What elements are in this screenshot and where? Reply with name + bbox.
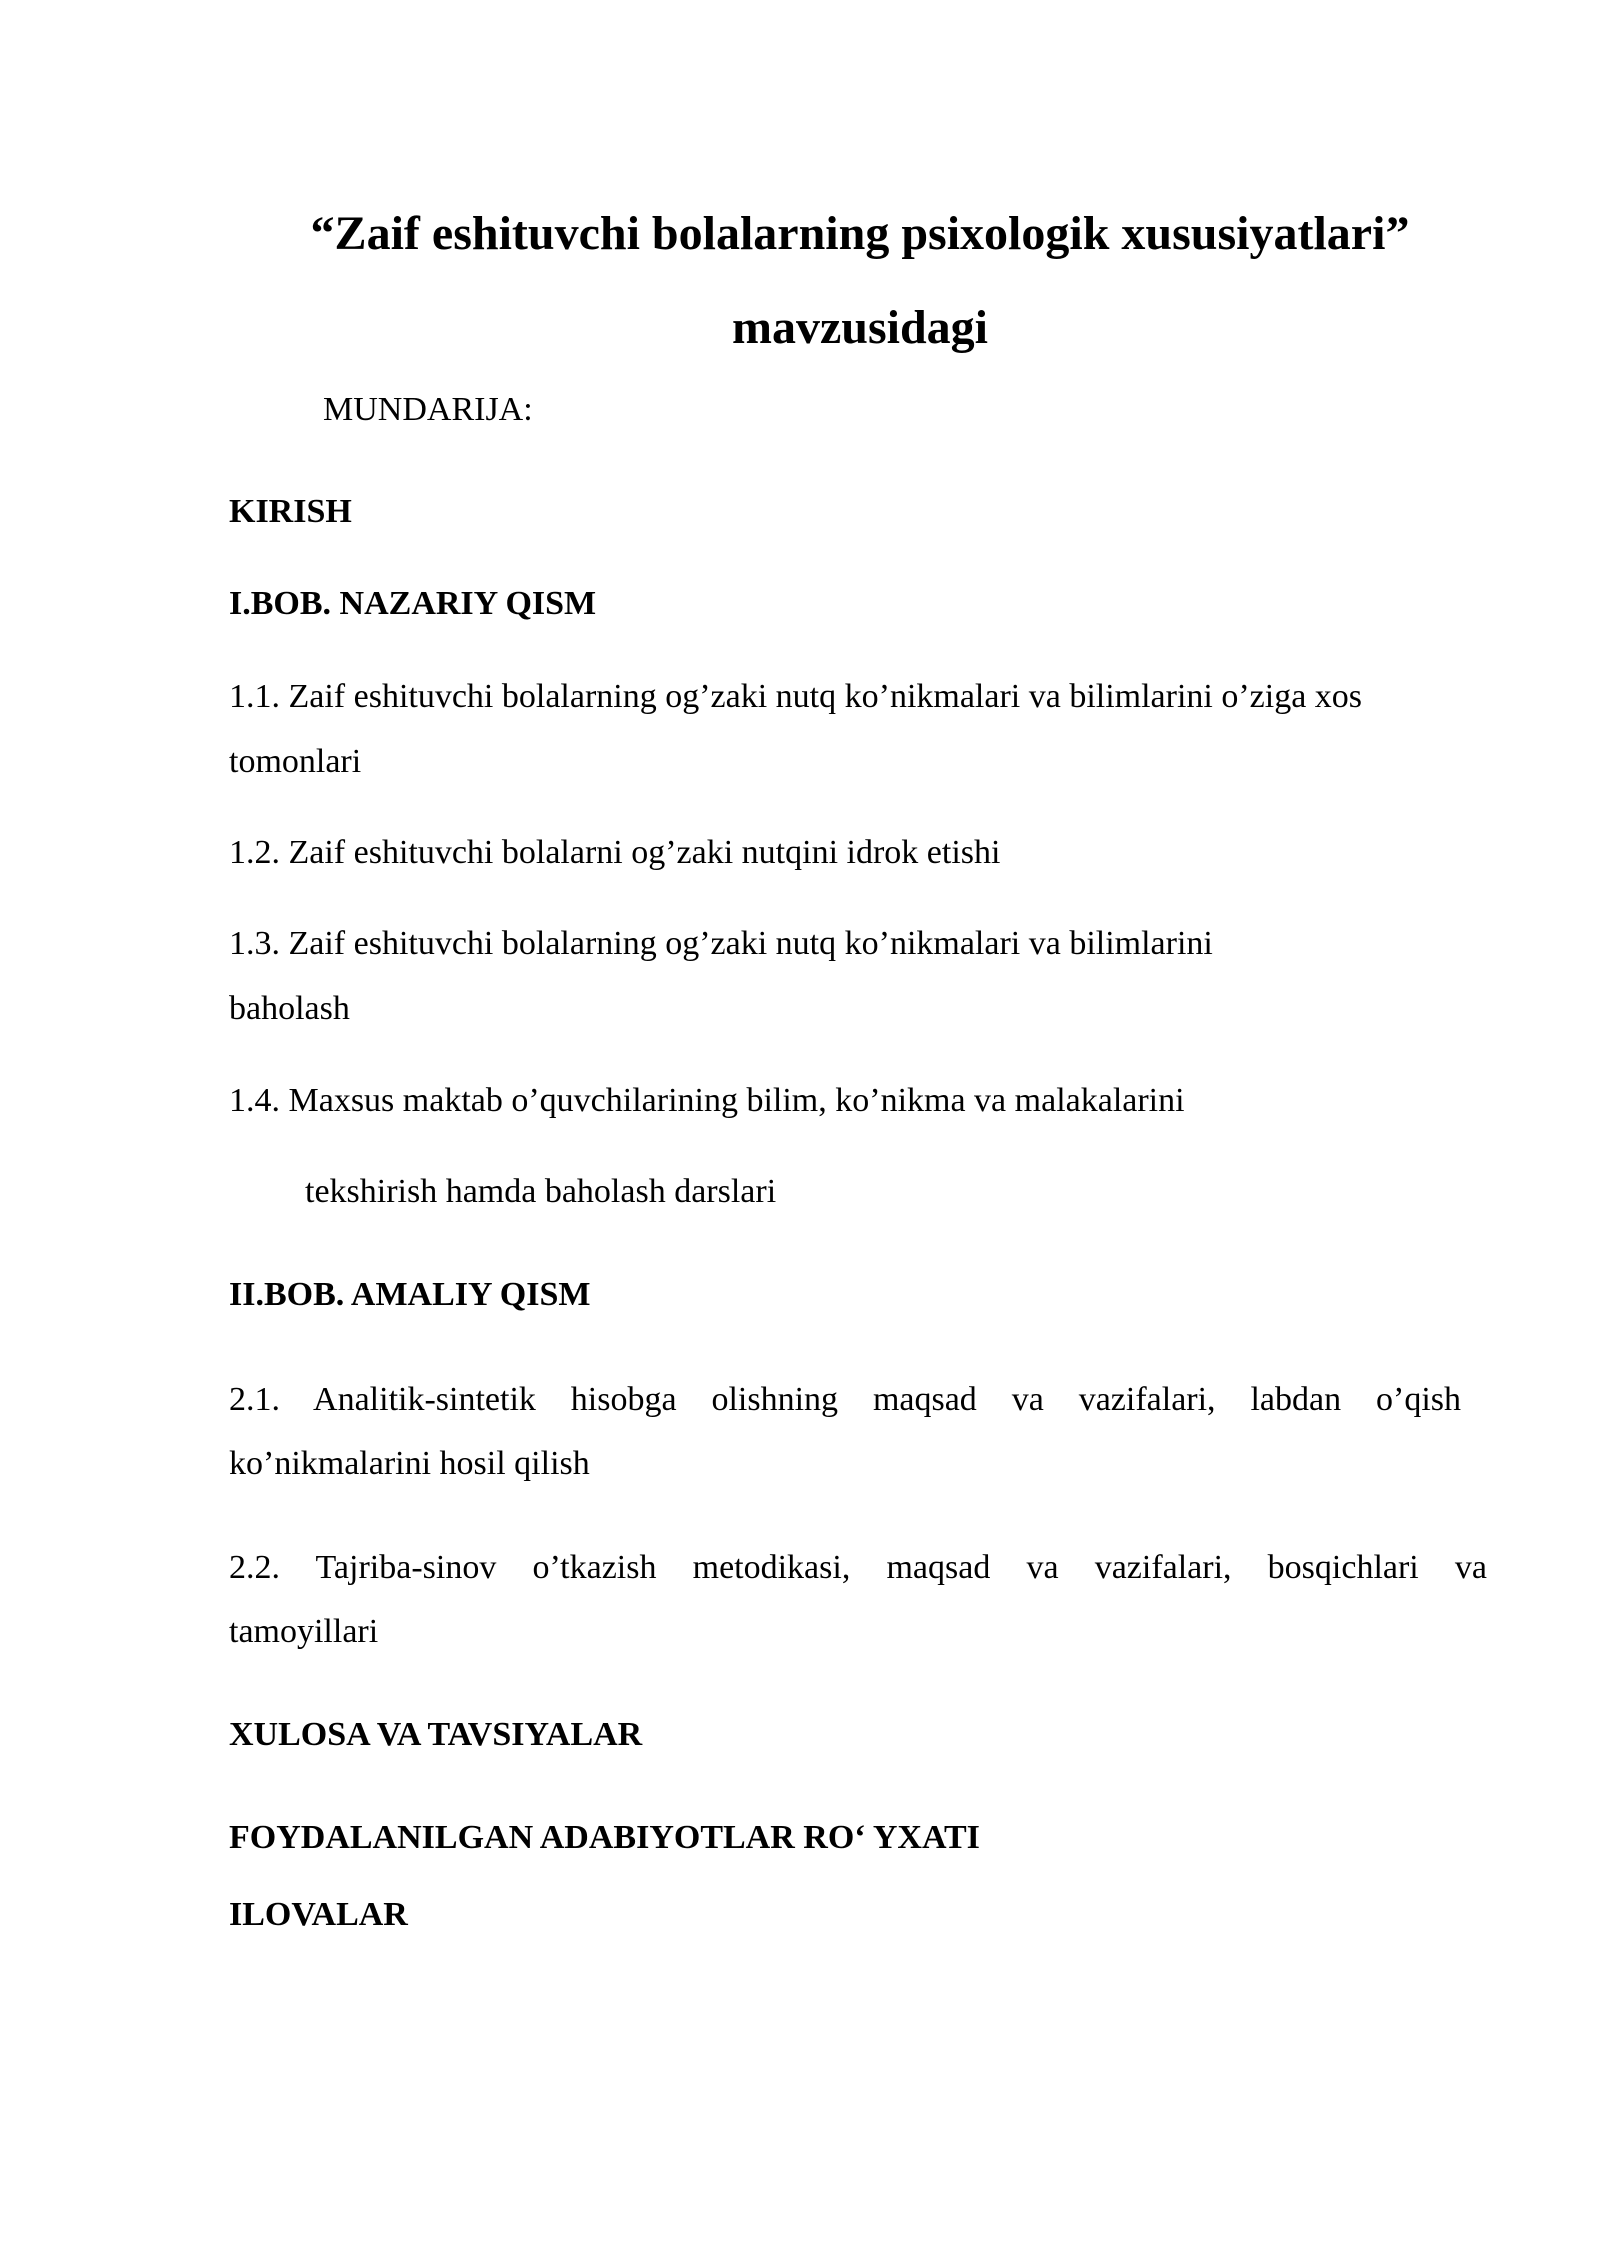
- toc-item-2-2-line-1-text: 2.2. Tajriba-sinov o’tkazish metodikasi, maqsad va vazifalari, bosqichlari va: [229, 1549, 1487, 1586]
- toc-item-1-3-line-2: baholash: [229, 990, 350, 1027]
- toc-item-2-1-line-1: [229, 1380, 1461, 1420]
- toc-item-conclusion: XULOSA VA TAVSIYALAR: [229, 1716, 643, 1753]
- toc-item-2-2-line-1: [229, 1548, 1487, 1588]
- toc-item-references: FOYDALANILGAN ADABIYOTLAR RO‘ YXATI: [229, 1819, 980, 1856]
- toc-item-1-1-line-2: tomonlari: [229, 743, 362, 780]
- toc-item-intro: KIRISH: [229, 493, 352, 530]
- title-line-1: “Zaif eshituvchi bolalarning psixologik xususiyatlari”: [310, 207, 1410, 260]
- toc-item-2-2-line-2: tamoyillari: [229, 1613, 379, 1650]
- toc-item-2-1-line-1-text: 2.1. Analitik-sintetik hisobga olishning maqsad va vazifalari, labdan o’qish: [229, 1381, 1461, 1418]
- toc-chapter-2: II.BOB. AMALIY QISM: [229, 1276, 591, 1313]
- toc-item-appendix: ILOVALAR: [229, 1896, 408, 1933]
- toc-item-1-3-line-1: 1.3. Zaif eshituvchi bolalarning og’zaki nutq ko’nikmalari va bilimlarini: [229, 925, 1213, 962]
- toc-item-1-1-line-1: 1.1. Zaif eshituvchi bolalarning og’zaki nutq ko’nikmalari va bilimlarini o’ziga xos: [229, 678, 1363, 715]
- title-line-2: mavzusidagi: [731, 301, 989, 354]
- contents-heading: MUNDARIJA:: [323, 391, 533, 428]
- toc-item-1-4-line-1: 1.4. Maxsus maktab o’quvchilarining bilim, ko’nikma va malakalarini: [229, 1082, 1185, 1119]
- toc-item-2-1-line-2: ko’nikmalarini hosil qilish: [229, 1445, 590, 1482]
- toc-item-1-2: 1.2. Zaif eshituvchi bolalarni og’zaki nutqini idrok etishi: [229, 834, 1001, 871]
- toc-item-1-4-line-2: tekshirish hamda baholash darslari: [305, 1173, 777, 1210]
- toc-chapter-1: I.BOB. NAZARIY QISM: [229, 585, 597, 622]
